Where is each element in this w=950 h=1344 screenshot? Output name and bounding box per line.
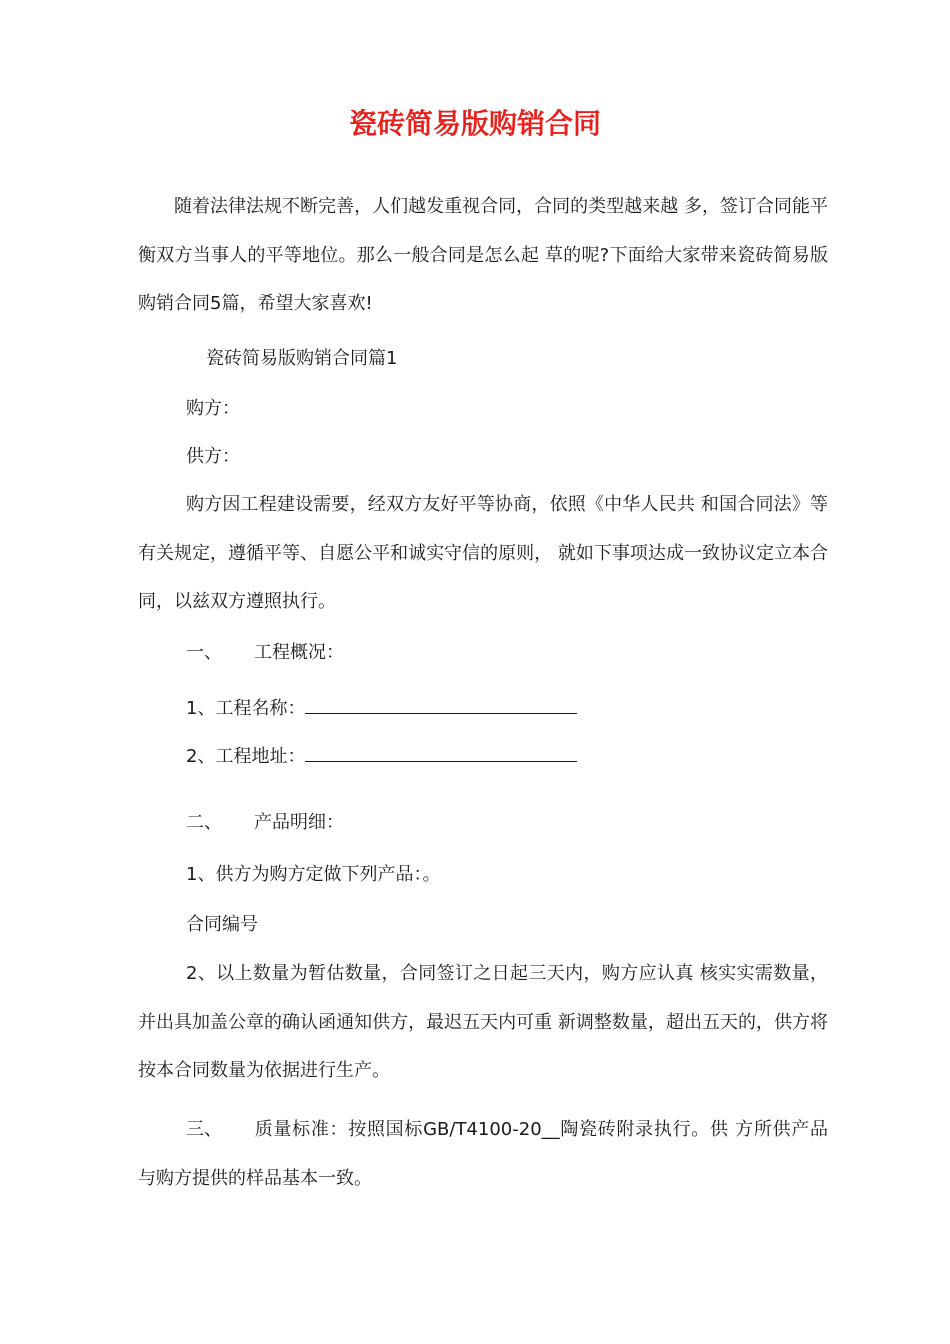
project-address-line: [186, 745, 577, 769]
section-three-number: 三、: [186, 1119, 222, 1140]
intro-paragraph: 随着法律法规不断完善，人们越发重视合同，合同的类型越来越 多，签订合同能平衡双方当事人的平等地位。那么一般合同是怎么起 草的呢?下面给大家带来瓷砖简易版购销合同5篇，希望大家喜欢!: [138, 196, 828, 314]
section-three-paragraph: [138, 1106, 828, 1203]
project-name-blank: [305, 713, 577, 714]
document-title: 瓷砖简易版购销合同: [348, 107, 601, 140]
section-one-heading: [186, 641, 344, 665]
section-two-heading: [186, 811, 344, 835]
product-item-1: 1、供方为购方定做下列产品：。: [186, 864, 441, 885]
project-address-blank: [305, 761, 577, 762]
section-title: 瓷砖简易版购销合同篇1: [206, 348, 398, 369]
preamble-paragraph: 购方因工程建设需要，经双方友好平等协商，依照《中华人民共 和国合同法》等有关规定，遵循平等、自愿公平和诚实守信的原则， 就如下事项达成一致协议定立本合同，以兹双方遵照执行。: [138, 494, 828, 612]
project-name-label: 1、工程名称：: [186, 698, 306, 719]
project-name-line: [186, 697, 577, 721]
section-one-number: 一、: [186, 642, 222, 663]
buyer-label: 购方：: [186, 398, 240, 419]
project-address-label: 2、工程地址：: [186, 746, 306, 767]
quantity-paragraph: 2、以上数量为暂估数量，合同签订之日起三天内，购方应认真 核实实需数量，并出具加盖公章的确认函通知供方，最迟五天内可重 新调整数量，超出五天的，供方将按本合同数量为依据进行生产。: [138, 963, 828, 1081]
section-two-title: 产品明细：: [254, 812, 344, 833]
section-one-title: 工程概况：: [254, 642, 344, 663]
section-three-text: 质量标准：按照国标GB/T4100-20__陶瓷砖附录执行。供 方所供产品与购方提供的样品基本一致。: [138, 1119, 828, 1189]
contract-number-label: 合同编号: [186, 914, 258, 935]
supplier-label: 供方：: [186, 446, 240, 467]
section-two-number: 二、: [186, 812, 222, 833]
